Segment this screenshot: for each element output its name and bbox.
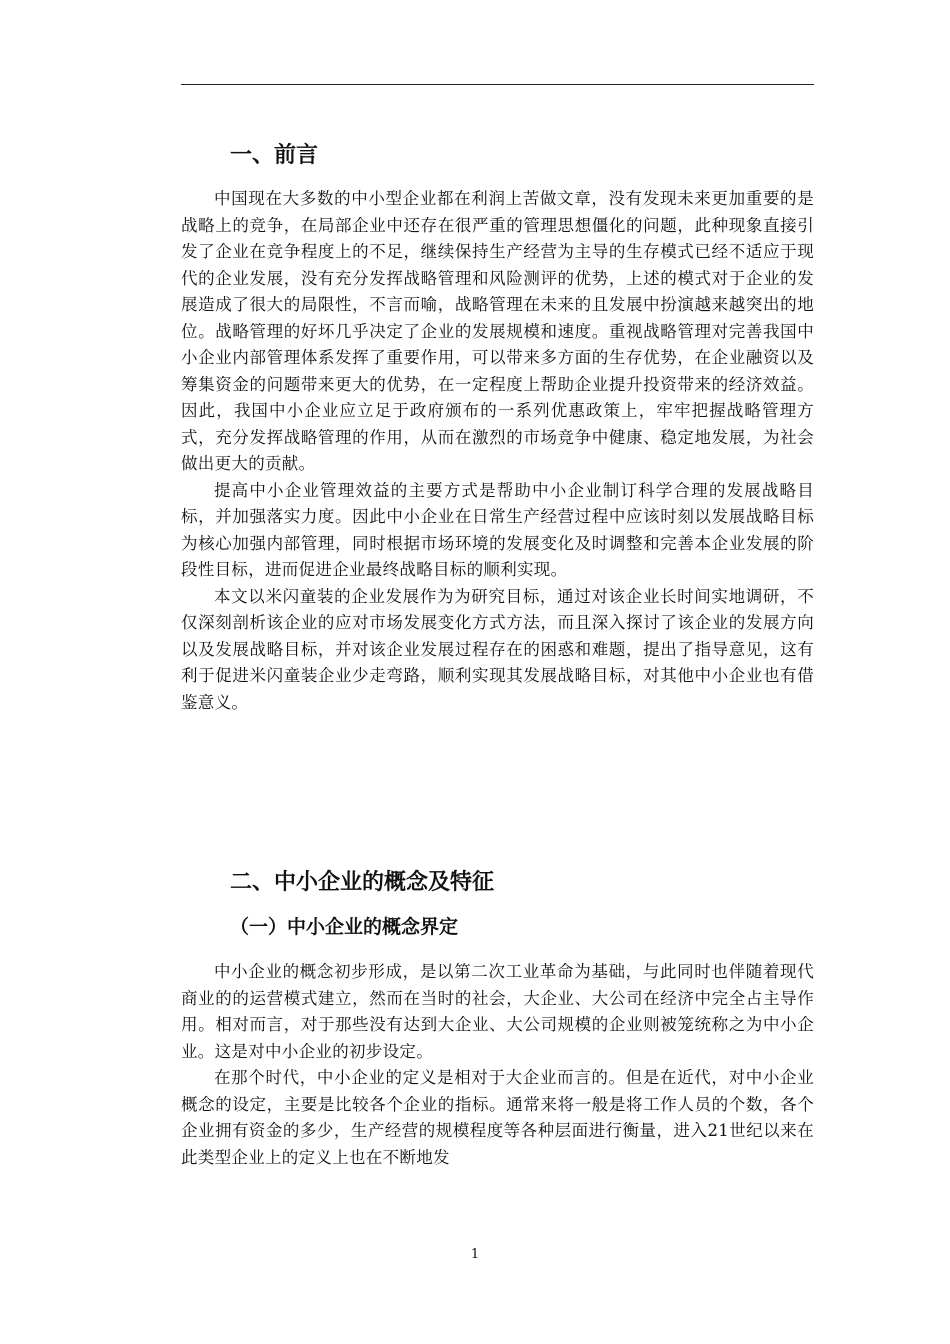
document-body: [181, 140, 814, 1171]
section-heading-preface: 一、前言: [230, 143, 319, 168]
preface-paragraph-1: 中国现在大多数的中小型企业都在利润上苦做文章，没有发现未来更加重要的是战略上的竞争，在局部企业中还存在很严重的管理思想僵化的问题，此种现象直接引发了企业在竞争程度上的不足，继续保持生产经营为主导的生存模式已经不适应于现代的企业发展，没有充分发挥战略管理和风险测评的优势，上述的模式对于企业的发展造成了很大的局限性，不言而喻，战略管理在未来的且发展中扮演越来越突出的地位。战略管理的好坏几乎决定了企业的发展规模和速度。重视战略管理对完善我国中小企业内部管理体系发挥了重要作用，可以带来多方面的生存优势，在企业融资以及筹集资金的问题带来更大的优势，在一定程度上帮助企业提升投资带来的经济效益。因此，我国中小企业应立足于政府颁布的一系列优惠政策上，牢牢把握战略管理方式，充分发挥战略管理的作用，从而在激烈的市场竞争中健康、稳定地发展，为社会做出更大的贡献。: [181, 189, 814, 473]
definition-paragraph-2: 在那个时代，中小企业的定义是相对于大企业而言的。但是在近代，对中小企业概念的设定，主要是比较各个企业的指标。通常来将一般是将工作人员的个数，各个企业拥有资金的多少，生产经营的规模程度等各种层面进行衡量，进入21世纪以来在此类型企业上的定义上也在不断地发: [181, 1068, 814, 1167]
header-rule: [181, 84, 814, 85]
subsection-heading-definition: （一）中小企业的概念界定: [230, 916, 459, 938]
page-number: 1: [470, 1247, 480, 1262]
definition-paragraph-1: 中小企业的概念初步形成，是以第二次工业革命为基础，与此同时也伴随着现代商业的的运营模式建立，然而在当时的社会，大企业、大公司在经济中完全占主导作用。相对而言，对于那些没有达到大企业、大公司规模的企业则被笼统称之为中小企业。这是对中小企业的初步设定。: [181, 962, 814, 1061]
section-heading-sme-concept: 二、中小企业的概念及特征: [230, 870, 495, 895]
preface-paragraph-2: 提高中小企业管理效益的主要方式是帮助中小企业制订科学合理的发展战略目标，并加强落实力度。因此中小企业在日常生产经营过程中应该时刻以发展战略目标为核心加强内部管理，同时根据市场环境的发展变化及时调整和完善本企业发展的阶段性目标，进而促进企业最终战略目标的顺利实现。: [181, 480, 814, 579]
preface-paragraph-3: 本文以米闪童装的企业发展作为为研究目标，通过对该企业长时间实地调研，不仅深刻剖析该企业的应对市场发展变化方式方法，而且深入探讨了该企业的发展方向以及发展战略目标，并对该企业发展过程存在的困惑和难题，提出了指导意见，这有利于促进米闪童装企业少走弯路，顺利实现其发展战略目标，对其他中小企业也有借鉴意义。: [181, 586, 814, 712]
